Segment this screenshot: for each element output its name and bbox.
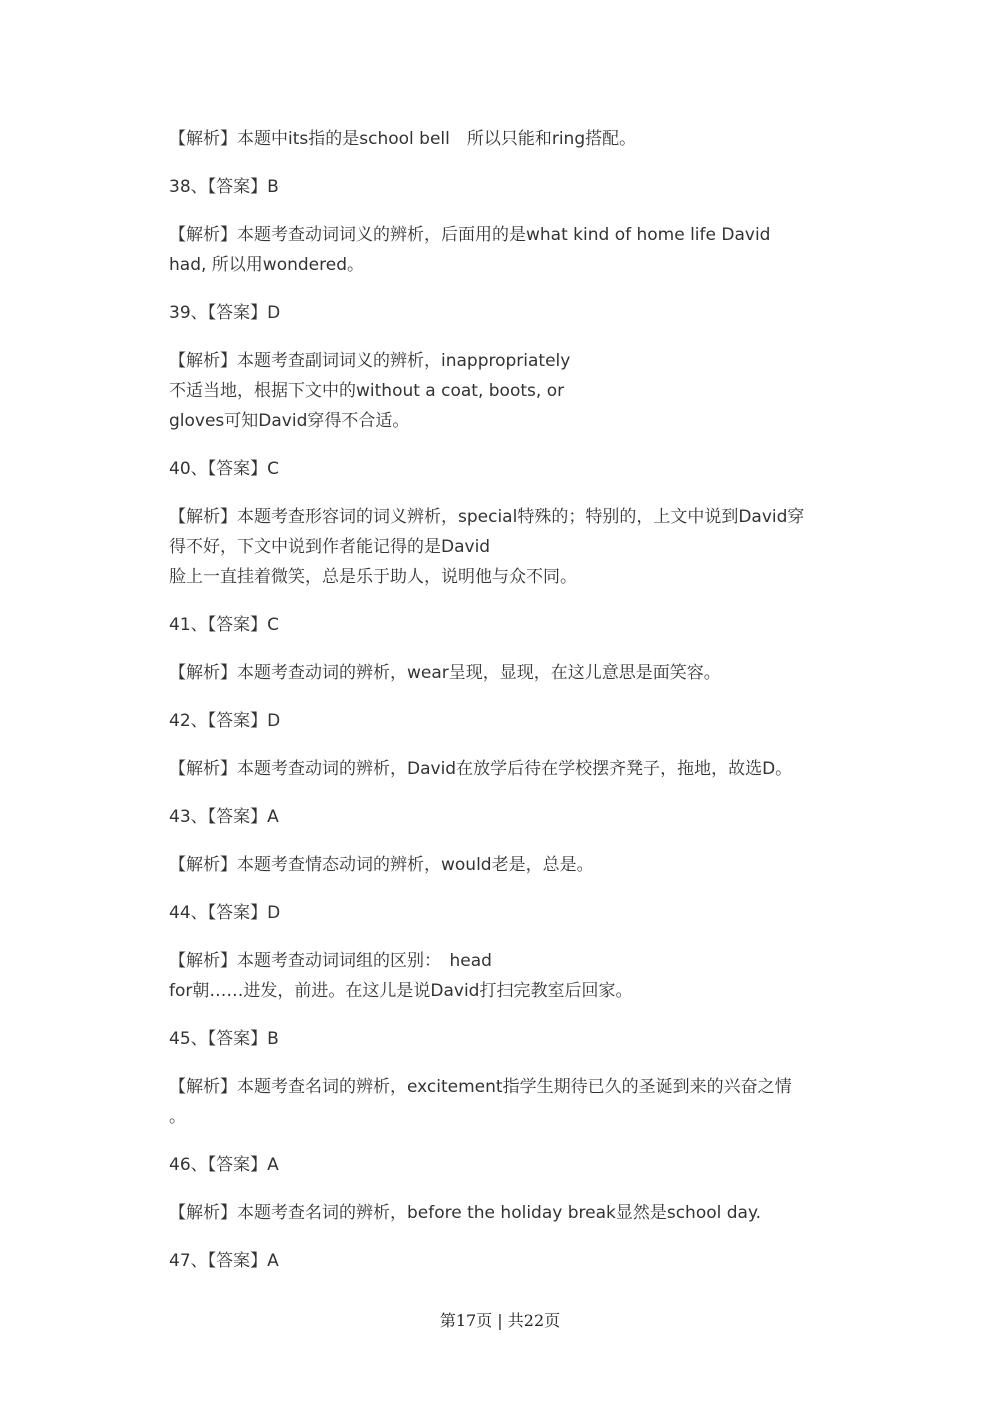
text-line: 47、【答案】A [169, 1251, 279, 1271]
explanation-paragraph [169, 850, 831, 880]
explanation-paragraph [169, 946, 831, 1006]
text-line: had, 所以用wondered。 [169, 255, 364, 275]
text-line: 【解析】本题考查动词的辨析，wear呈现，显现，在这儿意思是面笑容。 [169, 663, 721, 683]
text-line: 41、【答案】C [169, 615, 280, 635]
text-line: 43、【答案】A [169, 807, 279, 827]
explanation-paragraph [169, 658, 831, 688]
answer-line [169, 706, 831, 736]
text-line: 38、【答案】B [169, 177, 279, 197]
text-line: 【解析】本题考查动词的辨析，David在放学后待在学校摆齐凳子，拖地，故选D。 [169, 759, 793, 779]
text-line: 【解析】本题中its指的是school bell 所以只能和ring搭配。 [169, 129, 637, 149]
answer-explanations [169, 124, 831, 1294]
text-line: for朝……进发，前进。在这儿是说David打扫完教室后回家。 [169, 981, 633, 1001]
text-line: 。 [169, 1107, 186, 1127]
text-line: 脸上一直挂着微笑，总是乐于助人，说明他与众不同。 [169, 567, 577, 587]
page-footer: 第17页 | 共22页 [439, 1311, 561, 1330]
text-line: gloves可知David穿得不合适。 [169, 411, 410, 431]
answer-line [169, 898, 831, 928]
text-line: 【解析】本题考查名词的辨析，before the holiday break显然是school day. [169, 1203, 761, 1223]
text-line: 39、【答案】D [169, 303, 281, 323]
text-line: 40、【答案】C [169, 459, 280, 479]
explanation-paragraph [169, 124, 831, 154]
text-line: 【解析】本题考查动词词义的辨析，后面用的是what kind of home life David [169, 225, 771, 245]
text-line: 【解析】本题考查名词的辨析，excitement指学生期待已久的圣诞到来的兴奋之情 [169, 1077, 792, 1097]
text-line: 46、【答案】A [169, 1155, 279, 1175]
text-line: 44、【答案】D [169, 903, 281, 923]
text-line: 【解析】本题考查副词词义的辨析，inappropriately [169, 351, 571, 371]
explanation-paragraph [169, 502, 831, 592]
explanation-paragraph [169, 1198, 831, 1228]
answer-line [169, 298, 831, 328]
explanation-paragraph [169, 346, 831, 436]
explanation-paragraph [169, 220, 831, 280]
text-line: 【解析】本题考查动词词组的区别： head [169, 951, 492, 971]
answer-line [169, 1024, 831, 1054]
answer-line [169, 610, 831, 640]
text-line: 得不好，下文中说到作者能记得的是David [169, 537, 491, 557]
answer-line [169, 454, 831, 484]
answer-line [169, 1246, 831, 1276]
text-line: 不适当地，根据下文中的without a coat, boots, or [169, 381, 565, 401]
answer-line [169, 172, 831, 202]
explanation-paragraph [169, 1072, 831, 1132]
answer-line [169, 802, 831, 832]
text-line: 45、【答案】B [169, 1029, 279, 1049]
text-line: 【解析】本题考查情态动词的辨析，would老是，总是。 [169, 855, 594, 875]
text-line: 42、【答案】D [169, 711, 281, 731]
text-line: 【解析】本题考查形容词的词义辨析，special特殊的；特别的，上文中说到David穿 [169, 507, 805, 527]
answer-line [169, 1150, 831, 1180]
explanation-paragraph [169, 754, 831, 784]
